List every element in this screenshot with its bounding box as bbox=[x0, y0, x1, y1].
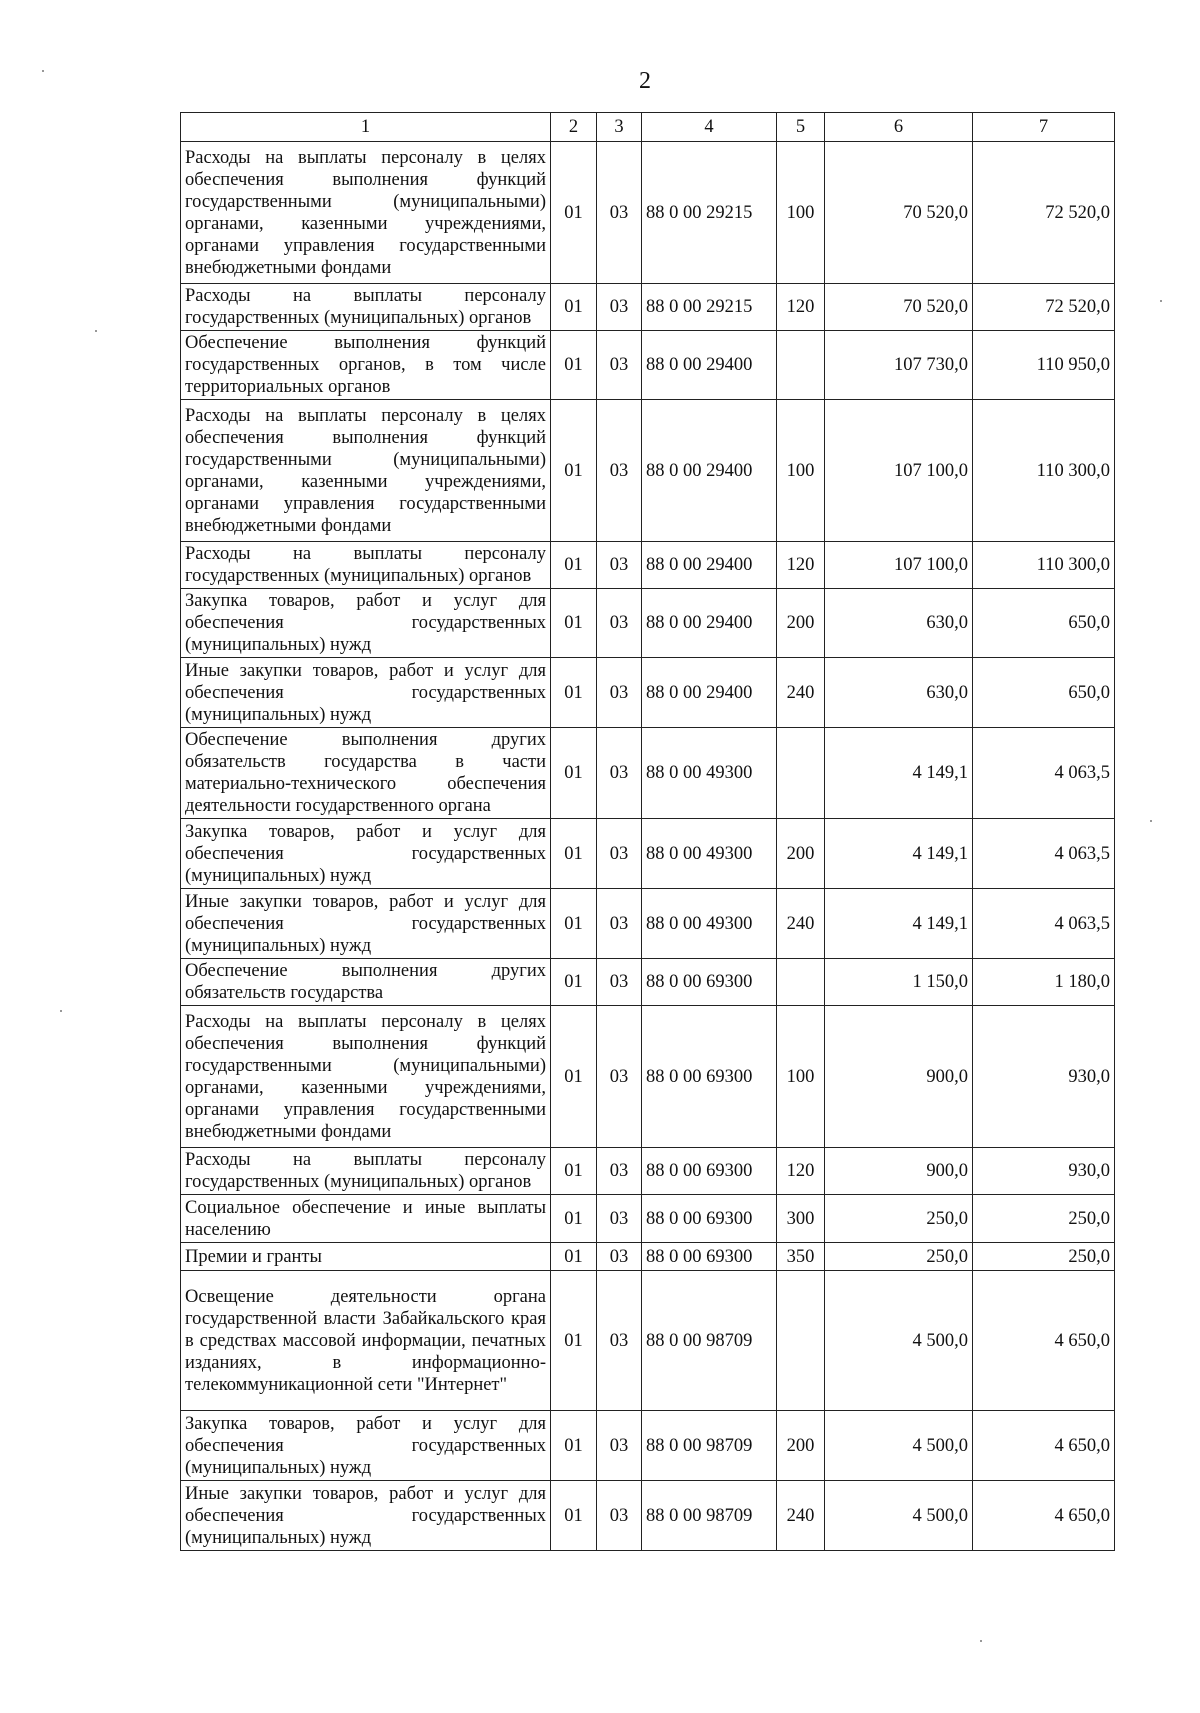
subsection-code: 03 bbox=[597, 1411, 642, 1481]
row-name: Обеспечение выполнения других обязательств государства bbox=[181, 959, 551, 1006]
amount-year-2: 4 650,0 bbox=[973, 1481, 1115, 1551]
row-name: Расходы на выплаты персоналу в целях обеспечения выполнения функций государственными (муниципальными) органами, казенными учреждениями, органами управления государственными внебюджетными фондами bbox=[181, 142, 551, 284]
target-item-code: 88 0 00 69300 bbox=[642, 959, 777, 1006]
row-name: Социальное обеспечение и иные выплаты населению bbox=[181, 1195, 551, 1243]
row-name: Расходы на выплаты персоналу в целях обеспечения выполнения функций государственными (муниципальными) органами, казенными учреждениями, органами управления государственными внебюджетными фондами bbox=[181, 400, 551, 542]
amount-year-1: 107 100,0 bbox=[825, 400, 973, 542]
table-row bbox=[181, 959, 1115, 1006]
target-item-code: 88 0 00 69300 bbox=[642, 1006, 777, 1148]
amount-year-1: 250,0 bbox=[825, 1243, 973, 1271]
amount-year-2: 4 650,0 bbox=[973, 1411, 1115, 1481]
page-number: 2 bbox=[639, 68, 651, 94]
subsection-code: 03 bbox=[597, 400, 642, 542]
amount-year-2: 72 520,0 bbox=[973, 284, 1115, 331]
section-code: 01 bbox=[551, 1411, 597, 1481]
subsection-code: 03 bbox=[597, 728, 642, 819]
target-item-code: 88 0 00 29400 bbox=[642, 589, 777, 658]
target-item-code: 88 0 00 29215 bbox=[642, 142, 777, 284]
row-name: Расходы на выплаты персоналу государственных (муниципальных) органов bbox=[181, 1148, 551, 1195]
target-item-code: 88 0 00 29400 bbox=[642, 400, 777, 542]
expense-type-code: 200 bbox=[777, 589, 825, 658]
target-item-code: 88 0 00 49300 bbox=[642, 728, 777, 819]
amount-year-1: 107 730,0 bbox=[825, 331, 973, 400]
amount-year-1: 107 100,0 bbox=[825, 542, 973, 589]
amount-year-2: 72 520,0 bbox=[973, 142, 1115, 284]
scan-speck bbox=[95, 330, 97, 332]
section-code: 01 bbox=[551, 1148, 597, 1195]
subsection-code: 03 bbox=[597, 1271, 642, 1411]
row-name: Премии и гранты bbox=[181, 1243, 551, 1271]
table-row bbox=[181, 1411, 1115, 1481]
amount-year-1: 4 500,0 bbox=[825, 1271, 973, 1411]
target-item-code: 88 0 00 49300 bbox=[642, 889, 777, 959]
target-item-code: 88 0 00 29215 bbox=[642, 284, 777, 331]
section-code: 01 bbox=[551, 1481, 597, 1551]
subsection-code: 03 bbox=[597, 889, 642, 959]
amount-year-2: 250,0 bbox=[973, 1243, 1115, 1271]
column-header: 1 bbox=[181, 113, 551, 142]
amount-year-2: 930,0 bbox=[973, 1006, 1115, 1148]
section-code: 01 bbox=[551, 542, 597, 589]
table-row bbox=[181, 400, 1115, 542]
amount-year-1: 900,0 bbox=[825, 1148, 973, 1195]
amount-year-2: 4 063,5 bbox=[973, 889, 1115, 959]
expense-type-code: 100 bbox=[777, 400, 825, 542]
section-code: 01 bbox=[551, 589, 597, 658]
column-header: 6 bbox=[825, 113, 973, 142]
scan-speck bbox=[1150, 820, 1152, 822]
subsection-code: 03 bbox=[597, 142, 642, 284]
section-code: 01 bbox=[551, 400, 597, 542]
row-name: Расходы на выплаты персоналу в целях обеспечения выполнения функций государственными (муниципальными) органами, казенными учреждениями, органами управления государственными внебюджетными фондами bbox=[181, 1006, 551, 1148]
table-row bbox=[181, 142, 1115, 284]
subsection-code: 03 bbox=[597, 331, 642, 400]
target-item-code: 88 0 00 98709 bbox=[642, 1481, 777, 1551]
expense-type-code: 200 bbox=[777, 819, 825, 889]
amount-year-2: 110 300,0 bbox=[973, 542, 1115, 589]
amount-year-2: 110 300,0 bbox=[973, 400, 1115, 542]
row-name: Освещение деятельности органа государственной власти Забайкальского края в средствах массовой информации, печатных изданиях, в информационно-телекоммуникационной сети "Интернет" bbox=[181, 1271, 551, 1411]
header-row bbox=[181, 113, 1115, 142]
section-code: 01 bbox=[551, 819, 597, 889]
row-name: Расходы на выплаты персоналу государственных (муниципальных) органов bbox=[181, 542, 551, 589]
table-row bbox=[181, 1006, 1115, 1148]
section-code: 01 bbox=[551, 142, 597, 284]
table-row bbox=[181, 542, 1115, 589]
subsection-code: 03 bbox=[597, 589, 642, 658]
expense-type-code: 100 bbox=[777, 1006, 825, 1148]
expense-type-code: 240 bbox=[777, 1481, 825, 1551]
row-name: Закупка товаров, работ и услуг для обеспечения государственных (муниципальных) нужд bbox=[181, 1411, 551, 1481]
section-code: 01 bbox=[551, 331, 597, 400]
amount-year-1: 1 150,0 bbox=[825, 959, 973, 1006]
target-item-code: 88 0 00 29400 bbox=[642, 331, 777, 400]
column-header: 3 bbox=[597, 113, 642, 142]
section-code: 01 bbox=[551, 1006, 597, 1148]
row-name: Закупка товаров, работ и услуг для обеспечения государственных (муниципальных) нужд bbox=[181, 589, 551, 658]
scan-speck bbox=[1160, 300, 1162, 302]
section-code: 01 bbox=[551, 889, 597, 959]
target-item-code: 88 0 00 49300 bbox=[642, 819, 777, 889]
expense-type-code bbox=[777, 1271, 825, 1411]
amount-year-1: 250,0 bbox=[825, 1195, 973, 1243]
subsection-code: 03 bbox=[597, 284, 642, 331]
row-name: Иные закупки товаров, работ и услуг для обеспечения государственных (муниципальных) нужд bbox=[181, 1481, 551, 1551]
row-name: Закупка товаров, работ и услуг для обеспечения государственных (муниципальных) нужд bbox=[181, 819, 551, 889]
subsection-code: 03 bbox=[597, 1006, 642, 1148]
expense-type-code: 120 bbox=[777, 284, 825, 331]
subsection-code: 03 bbox=[597, 819, 642, 889]
expense-type-code bbox=[777, 728, 825, 819]
expense-type-code: 100 bbox=[777, 142, 825, 284]
expense-type-code: 240 bbox=[777, 889, 825, 959]
row-name: Иные закупки товаров, работ и услуг для обеспечения государственных (муниципальных) нужд bbox=[181, 658, 551, 728]
target-item-code: 88 0 00 29400 bbox=[642, 658, 777, 728]
table-row bbox=[181, 1481, 1115, 1551]
amount-year-2: 1 180,0 bbox=[973, 959, 1115, 1006]
expense-type-code: 120 bbox=[777, 1148, 825, 1195]
row-name: Обеспечение выполнения функций государственных органов, в том числе территориальных органов bbox=[181, 331, 551, 400]
amount-year-2: 4 063,5 bbox=[973, 728, 1115, 819]
subsection-code: 03 bbox=[597, 959, 642, 1006]
column-header: 7 bbox=[973, 113, 1115, 142]
amount-year-1: 4 500,0 bbox=[825, 1411, 973, 1481]
expense-type-code: 120 bbox=[777, 542, 825, 589]
amount-year-2: 250,0 bbox=[973, 1195, 1115, 1243]
table-row bbox=[181, 589, 1115, 658]
table-row bbox=[181, 1195, 1115, 1243]
amount-year-1: 4 149,1 bbox=[825, 728, 973, 819]
amount-year-2: 110 950,0 bbox=[973, 331, 1115, 400]
section-code: 01 bbox=[551, 658, 597, 728]
column-header: 2 bbox=[551, 113, 597, 142]
subsection-code: 03 bbox=[597, 1243, 642, 1271]
scan-speck bbox=[980, 1640, 982, 1642]
subsection-code: 03 bbox=[597, 1481, 642, 1551]
expense-type-code bbox=[777, 331, 825, 400]
section-code: 01 bbox=[551, 1271, 597, 1411]
table-row bbox=[181, 1271, 1115, 1411]
table-row bbox=[181, 1243, 1115, 1271]
table-body bbox=[181, 142, 1115, 1551]
amount-year-2: 650,0 bbox=[973, 589, 1115, 658]
subsection-code: 03 bbox=[597, 1195, 642, 1243]
row-name: Обеспечение выполнения других обязательств государства в части материально-технического обеспечения деятельности государственного органа bbox=[181, 728, 551, 819]
subsection-code: 03 bbox=[597, 542, 642, 589]
table-row bbox=[181, 284, 1115, 331]
amount-year-2: 930,0 bbox=[973, 1148, 1115, 1195]
amount-year-2: 650,0 bbox=[973, 658, 1115, 728]
section-code: 01 bbox=[551, 1195, 597, 1243]
target-item-code: 88 0 00 29400 bbox=[642, 542, 777, 589]
scan-speck bbox=[42, 70, 44, 72]
scan-speck bbox=[60, 1010, 62, 1012]
table-row bbox=[181, 1148, 1115, 1195]
expense-type-code: 240 bbox=[777, 658, 825, 728]
expense-type-code: 200 bbox=[777, 1411, 825, 1481]
table-row bbox=[181, 658, 1115, 728]
column-header: 5 bbox=[777, 113, 825, 142]
section-code: 01 bbox=[551, 728, 597, 819]
amount-year-2: 4 063,5 bbox=[973, 819, 1115, 889]
amount-year-1: 4 500,0 bbox=[825, 1481, 973, 1551]
table-row bbox=[181, 819, 1115, 889]
table-row bbox=[181, 331, 1115, 400]
target-item-code: 88 0 00 69300 bbox=[642, 1243, 777, 1271]
amount-year-1: 900,0 bbox=[825, 1006, 973, 1148]
table-row bbox=[181, 889, 1115, 959]
budget-table bbox=[180, 112, 1115, 1551]
target-item-code: 88 0 00 98709 bbox=[642, 1411, 777, 1481]
amount-year-1: 70 520,0 bbox=[825, 284, 973, 331]
amount-year-1: 4 149,1 bbox=[825, 889, 973, 959]
subsection-code: 03 bbox=[597, 658, 642, 728]
target-item-code: 88 0 00 98709 bbox=[642, 1271, 777, 1411]
section-code: 01 bbox=[551, 959, 597, 1006]
column-header: 4 bbox=[642, 113, 777, 142]
target-item-code: 88 0 00 69300 bbox=[642, 1148, 777, 1195]
row-name: Иные закупки товаров, работ и услуг для обеспечения государственных (муниципальных) нужд bbox=[181, 889, 551, 959]
amount-year-1: 630,0 bbox=[825, 658, 973, 728]
expense-type-code bbox=[777, 959, 825, 1006]
amount-year-1: 70 520,0 bbox=[825, 142, 973, 284]
table-row bbox=[181, 728, 1115, 819]
target-item-code: 88 0 00 69300 bbox=[642, 1195, 777, 1243]
row-name: Расходы на выплаты персоналу государственных (муниципальных) органов bbox=[181, 284, 551, 331]
amount-year-1: 630,0 bbox=[825, 589, 973, 658]
section-code: 01 bbox=[551, 1243, 597, 1271]
subsection-code: 03 bbox=[597, 1148, 642, 1195]
expense-type-code: 350 bbox=[777, 1243, 825, 1271]
section-code: 01 bbox=[551, 284, 597, 331]
amount-year-2: 4 650,0 bbox=[973, 1271, 1115, 1411]
expense-type-code: 300 bbox=[777, 1195, 825, 1243]
amount-year-1: 4 149,1 bbox=[825, 819, 973, 889]
